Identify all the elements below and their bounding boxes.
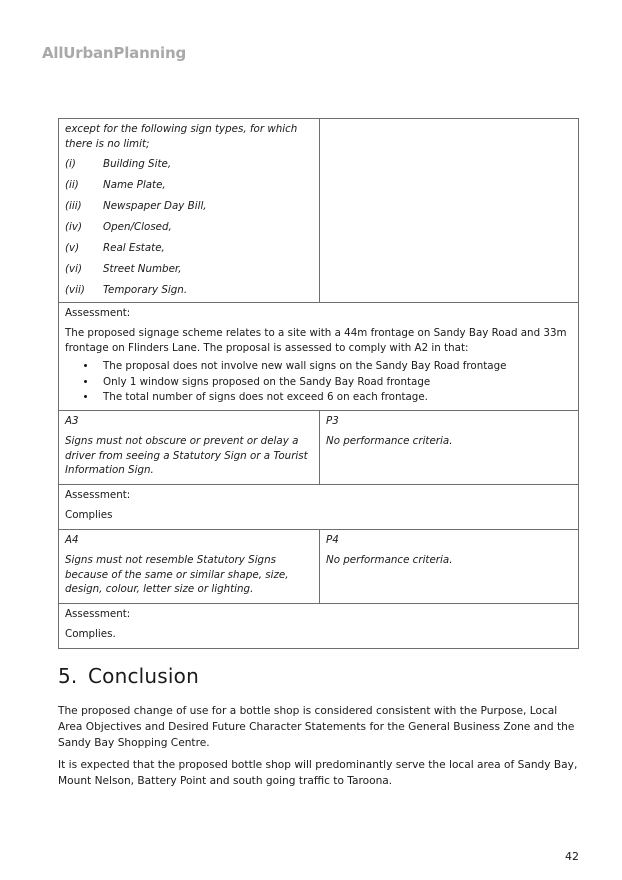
acceptable-solution-code: A4 [65, 533, 79, 546]
assessment-text: The proposed signage scheme relates to a site with a 44m frontage on Sandy Bay Road and 33m frontage on Flinders Lane. The proposal is assessed to comply with A2 in that: [65, 327, 567, 354]
list-item-number: (vii) [65, 284, 85, 296]
list-item [65, 157, 313, 172]
section-heading [58, 664, 199, 688]
bullet-item: • The total number of signs does not exceed 6 on each frontage. [97, 390, 572, 405]
exemptions-intro: except for the following sign types, for which there is no limit; [65, 123, 298, 150]
section-title: Conclusion [88, 664, 199, 688]
list-item-number: (i) [65, 158, 76, 170]
table-row-a3-p3 [59, 410, 579, 484]
company-logo: AllUrbanPlanning [42, 44, 186, 62]
acceptable-solution-code: A3 [65, 414, 79, 427]
assessment-bullet-list [65, 359, 572, 405]
list-item-text: Newspaper Day Bill, [103, 200, 207, 212]
acceptable-solution-text: Signs must not obscure or prevent or delay a driver from seeing a Statutory Sign or a Tourist Information Sign. [65, 435, 308, 476]
list-item-number: (iv) [65, 221, 82, 233]
assessment-label: Assessment: [65, 607, 131, 620]
table-row-sign-exemptions [59, 119, 579, 303]
list-item [65, 262, 313, 277]
list-item-text: Real Estate, [103, 242, 165, 254]
acceptable-solution-cell [59, 529, 320, 603]
list-item-text: Building Site, [103, 158, 172, 170]
performance-criteria-text: No performance criteria. [326, 435, 453, 447]
table-row-assessment-a3 [59, 484, 579, 529]
list-item-text: Open/Closed, [103, 221, 172, 233]
list-item-text: Temporary Sign. [103, 284, 188, 296]
list-item-number: (vi) [65, 263, 82, 275]
table-row-a4-p4 [59, 529, 579, 603]
list-item-number: (ii) [65, 179, 79, 191]
performance-criteria-code: P3 [326, 414, 339, 427]
paragraph: The proposed change of use for a bottle shop is considered consistent with the Purpose, Local Area Objectives and Desired Future Character Statements for the General Business Zone and the Sandy Bay Shopping Centre. [58, 705, 575, 749]
exemptions-cell [59, 119, 320, 303]
list-item-number: (v) [65, 242, 80, 254]
assessment-cell [59, 302, 579, 410]
assessment-cell [59, 484, 579, 529]
performance-criteria-code: P4 [326, 533, 339, 546]
assessment-label: Assessment: [65, 488, 131, 501]
assessment-cell [59, 603, 579, 648]
list-item [65, 241, 313, 256]
list-item-number: (iii) [65, 200, 82, 212]
list-item-text: Street Number, [103, 263, 182, 275]
acceptable-solution-text: Signs must not resemble Statutory Signs because of the same or similar shape, size, design, colour, letter size or lighting. [65, 554, 289, 595]
assessment-text: Complies [65, 509, 113, 521]
assessment-table [58, 118, 579, 649]
list-item [65, 178, 313, 193]
bullet-item: • The proposal does not involve new wall signs on the Sandy Bay Road frontage [97, 359, 572, 374]
list-item [65, 199, 313, 214]
acceptable-solution-cell [59, 410, 320, 484]
list-item-text: Name Plate, [103, 179, 166, 191]
bullet-item: • Only 1 window signs proposed on the Sandy Bay Road frontage [97, 375, 572, 390]
performance-criteria-cell [320, 410, 579, 484]
performance-criteria-cell [320, 529, 579, 603]
performance-criteria-text: No performance criteria. [326, 554, 453, 566]
paragraph: It is expected that the proposed bottle shop will predominantly serve the local area of Sandy Bay, Mount Nelson, Battery Point and south going traffic to Taroona. [58, 759, 578, 787]
conclusion-body [58, 703, 578, 795]
empty-cell [320, 119, 579, 303]
assessment-label: Assessment: [65, 306, 131, 319]
table-row-assessment-a4 [59, 603, 579, 648]
assessment-text: Complies. [65, 628, 116, 640]
list-item [65, 283, 313, 298]
table-row-assessment-a2 [59, 302, 579, 410]
page-number: 42 [565, 850, 579, 863]
list-item [65, 220, 313, 235]
section-number: 5. [58, 664, 78, 688]
